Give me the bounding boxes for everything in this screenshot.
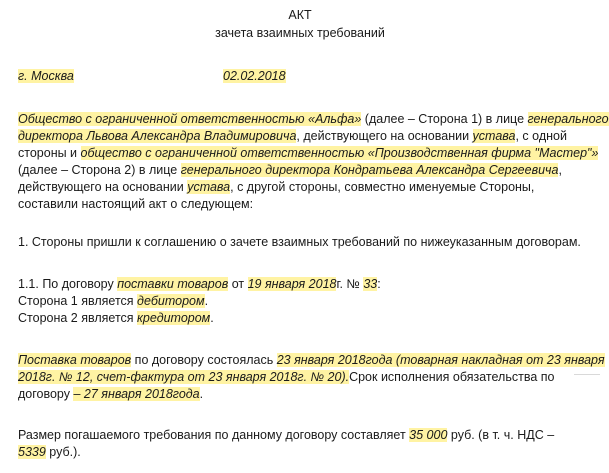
amount-line-2 <box>18 445 81 459</box>
party2-basis: устава <box>187 180 231 194</box>
date: 02.02.2018 <box>223 69 286 83</box>
intro-text: (далее – Сторона 1) в лице <box>361 112 528 126</box>
delivery-line-3 <box>18 387 203 401</box>
party1-basis: устава <box>472 129 516 143</box>
clause-text: . <box>204 294 209 308</box>
intro-text: действующего на основании <box>18 180 188 194</box>
party1-name: Общество с ограниченной ответственностью «Альфа» <box>18 112 362 126</box>
intro-line-1 <box>18 112 609 126</box>
clause-text: г. № <box>336 277 364 291</box>
intro-line-5 <box>18 180 534 194</box>
contract-date: 19 января 2018 <box>247 277 337 291</box>
clause-text: . <box>210 311 214 325</box>
delivery-text: договору <box>18 387 74 401</box>
clause-text: Сторона 1 является <box>18 294 138 308</box>
clause-text: 1.1. По договору <box>18 277 118 291</box>
amount-text: руб.). <box>45 445 81 459</box>
intro-line-2 <box>18 129 567 143</box>
party1-role: дебитором <box>137 294 205 308</box>
clause-1: 1. Стороны пришли к соглашению о зачете взаимных требований по нижеуказанным договорам. <box>18 235 581 249</box>
intro-text: , с другой стороны, совместно именуемые Стороны, <box>230 180 535 194</box>
delivery-subject: Поставка товаров <box>18 353 132 367</box>
intro-line-4 <box>18 163 562 177</box>
delivery-date: 23 января 2018года (товарная накладная от 23 января <box>276 353 605 367</box>
place-line <box>18 69 74 83</box>
party1-position: генерального <box>527 112 609 126</box>
amount-text: Размер погашаемого требования по данному договору составляет <box>18 428 410 442</box>
party2-name: общество с ограниченной ответственностью «Производственная фирма "Мастер"» <box>80 146 599 160</box>
date-line <box>223 69 286 83</box>
delivery-line-1 <box>18 353 605 367</box>
vat-value: 5339 <box>18 445 46 459</box>
clause-1-1-line-1 <box>18 277 381 291</box>
intro-text: (далее – Сторона 2) в лице <box>18 163 181 177</box>
amount-text: руб. (в т. ч. НДС – <box>447 428 555 442</box>
clause-1-1-line-2 <box>18 294 208 308</box>
intro-line-6: составили настоящий акт о следующем: <box>18 197 254 211</box>
clause-1-1-line-3 <box>18 311 214 325</box>
delivery-text: . <box>199 387 204 401</box>
delivery-text: по договору состоялась <box>131 353 277 367</box>
intro-text: , действующего на основании <box>296 129 473 143</box>
intro-line-3 <box>18 146 598 160</box>
delivery-docs: 2018г. № 12, счет-фактура от 23 января 2018г. № 20). <box>18 370 350 384</box>
amount-line-1 <box>18 428 554 442</box>
city: г. Москва <box>18 69 74 83</box>
act-subtitle: зачета взаимных требований <box>215 26 385 40</box>
act-title: АКТ <box>288 8 312 22</box>
delivery-line-2 <box>18 370 554 384</box>
delivery-text: Срок исполнения обязательства по <box>349 370 555 384</box>
intro-text: , с одной <box>515 129 567 143</box>
contract-number: 33 <box>363 277 378 291</box>
clause-text: : <box>377 277 381 291</box>
due-date: – 27 января 2018года <box>73 387 200 401</box>
amount-value: 35 000 <box>409 428 448 442</box>
contract-type: поставки товаров <box>117 277 229 291</box>
clause-text: Сторона 2 является <box>18 311 138 325</box>
party1-director: директора Львова Александра Владимировича <box>18 129 297 143</box>
party2-director: генерального директора Кондратьева Александра Сергеевича <box>180 163 559 177</box>
edge-divider <box>574 374 600 375</box>
party2-role: кредитором <box>137 311 211 325</box>
clause-text: от <box>228 277 248 291</box>
intro-text: , <box>558 163 562 177</box>
intro-text: стороны и <box>18 146 81 160</box>
